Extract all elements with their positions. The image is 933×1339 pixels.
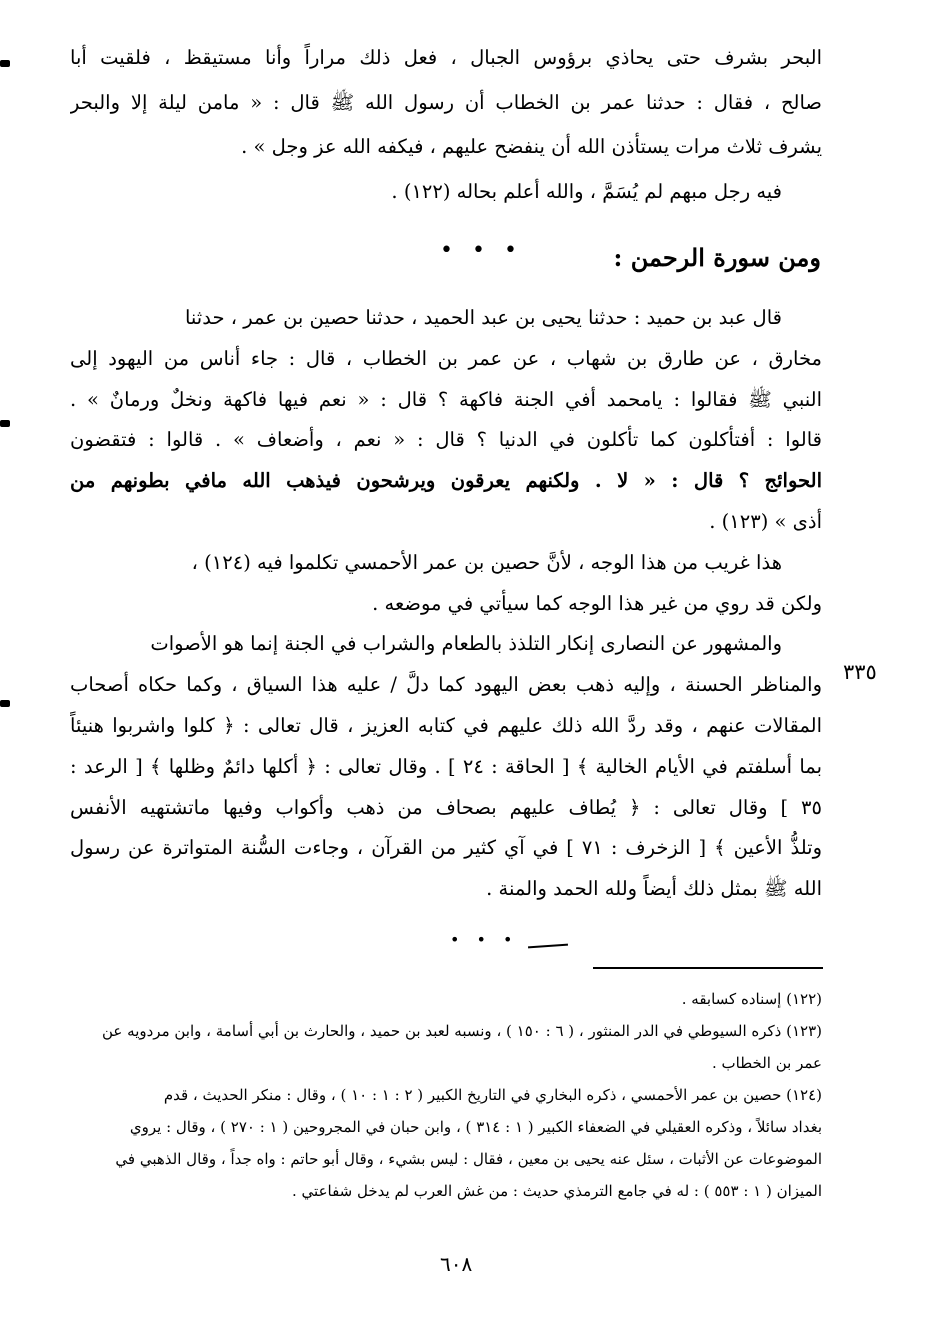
margin-page-number: ٣٣٥ (843, 660, 877, 684)
separator-dots: • • • (450, 930, 519, 949)
text-line: يشرف ثلاث مرات يستأذن الله أن ينفضح عليهم ، فيكفه الله عز وجل » . (241, 135, 822, 158)
text-line: وتلذُّ الأعين ﴾ [ الزخرف : ٧١ ] في آي كثير من القرآن ، وجاءت السُّنة المتواترة عن رسول (70, 836, 822, 860)
section-heading: ومن سورة الرحمن : (613, 243, 821, 272)
text-line: أذى » (١٢٣) . (709, 509, 822, 533)
separator-dash (528, 944, 568, 949)
scan-mark (0, 60, 10, 67)
note-line: فيه رجل مبهم لم يُسَمَّ ، والله أعلم بحاله (١٢٢) . (391, 179, 782, 203)
footnote-line: (١٢٢) إسناده كسابقه . (681, 990, 822, 1008)
text-line: الحوائج ؟ قال : « لا . ولكنهم يعرقون ويرشحون فيذهب الله مافي بطونهم من (70, 469, 822, 493)
text-line: ولكن قد روي من غير هذا الوجه كما سيأتي في موضعه . (372, 591, 822, 615)
scan-mark (0, 420, 10, 427)
text-line: قال عبد بن حميد : حدثنا يحيى بن عبد الحميد ، حدثنا حصين بن عمر ، حدثنا (184, 306, 782, 329)
text-line: والمشهور عن النصارى إنكار التلذذ بالطعام والشراب في الجنة إنما هو الأصوات (150, 632, 782, 656)
text-line: صالح ، فقال : حدثنا عمر بن الخطاب أن رسول الله ﷺ قال : « مامن ليلة إلا والبحر (70, 90, 822, 114)
page-number: ٦٠٨ (440, 1252, 473, 1276)
text-line: هذا غريب من هذا الوجه ، لأنَّ حصين بن عمر الأحمسي تكلموا فيه (١٢٤) ، (191, 550, 782, 574)
footnote-line: بغداد سائلاً ، وذكره العقيلي في الضعفاء الكبير ( ١ : ٣١٤ ) ، وابن حبان في المجروحين ( ١ : ٢٧٠ ) ، وقال : يروي (129, 1118, 822, 1136)
top-paragraph (70, 36, 822, 214)
footnote-line: (١٢٣) ذكره السيوطي في الدر المنثور ، ( ٦ : ١٥٠ ) ، ونسبه لعبد بن حميد ، والحارث بن أبي أسامة ، وابن مردويه عن (102, 1022, 822, 1040)
main-text (70, 298, 822, 910)
footnote-rule (593, 967, 823, 969)
text-line: البحر بشرف حتى يحاذي برؤوس الجبال ، فعل ذلك مراراً وأنا مستيقظ ، فلقيت أبا (70, 46, 822, 69)
footnotes (76, 983, 822, 1207)
footnote-line: الموضوعات عن الأثبات ، سئل عنه يحيى بن معين ، فقال : ليس بشيء ، وقال أبو حاتم : واه جداً ، وقال الذهبي في (115, 1150, 822, 1168)
footnote-line: الميزان ( ١ : ٥٥٣ ) : له في جامع الترمذي حديث : من غش العرب لم يدخل شفاعتي . (292, 1182, 822, 1200)
footnote-line: (١٢٤) حصين بن عمر الأحمسي ، ذكره البخاري في التاريخ الكبير ( ٢ : ١ : ١٠ ) ، وقال : منكر الحديث ، قدم (163, 1086, 822, 1104)
footnote-line: عمر بن الخطاب . (712, 1054, 822, 1072)
scan-mark (0, 700, 10, 707)
text-line: النبي ﷺ فقالوا : يامحمد أفي الجنة فاكهة ؟ قال : « نعم فيها فاكهة ونخلٌ ورمانٌ » . (70, 387, 822, 411)
text-line: قالوا : أفتأكلون كما تأكلون في الدنيا ؟ قال : « نعم ، وأضعاف » . قالوا : فتقضون (70, 428, 822, 452)
separator-dots: • • • (440, 238, 523, 263)
text-line: ٣٥ ] وقال تعالى : ﴿ يُطاف عليهم بصحاف من ذهب وأكواب وفيها ماتشتهيه الأنفس (70, 795, 822, 819)
text-line: المقالات عنهم ، وقد ردَّ الله ذلك عليهم في كتابه العزيز ، قال تعالى : ﴿ كلوا واشربوا هنيئاً (70, 713, 822, 737)
text-line: بما أسلفتم في الأيام الخالية ﴾ [ الحاقة : ٢٤ ] . وقال تعالى : ﴿ أكلها دائمٌ وظلها ﴾ [ الرعد : (70, 754, 822, 778)
text-line: مخارق ، عن طارق بن شهاب ، عن عمر بن الخطاب ، قال : جاء أناس من اليهود إلى (70, 346, 822, 370)
text-line: الله ﷺ بمثل ذلك أيضاً ولله الحمد والمنة . (486, 877, 822, 901)
text-line: والمناظر الحسنة ، وإليه ذهب بعض اليهود كما دلَّ / عليه هذا السياق ، وكما حكاه أصحاب (70, 673, 822, 697)
